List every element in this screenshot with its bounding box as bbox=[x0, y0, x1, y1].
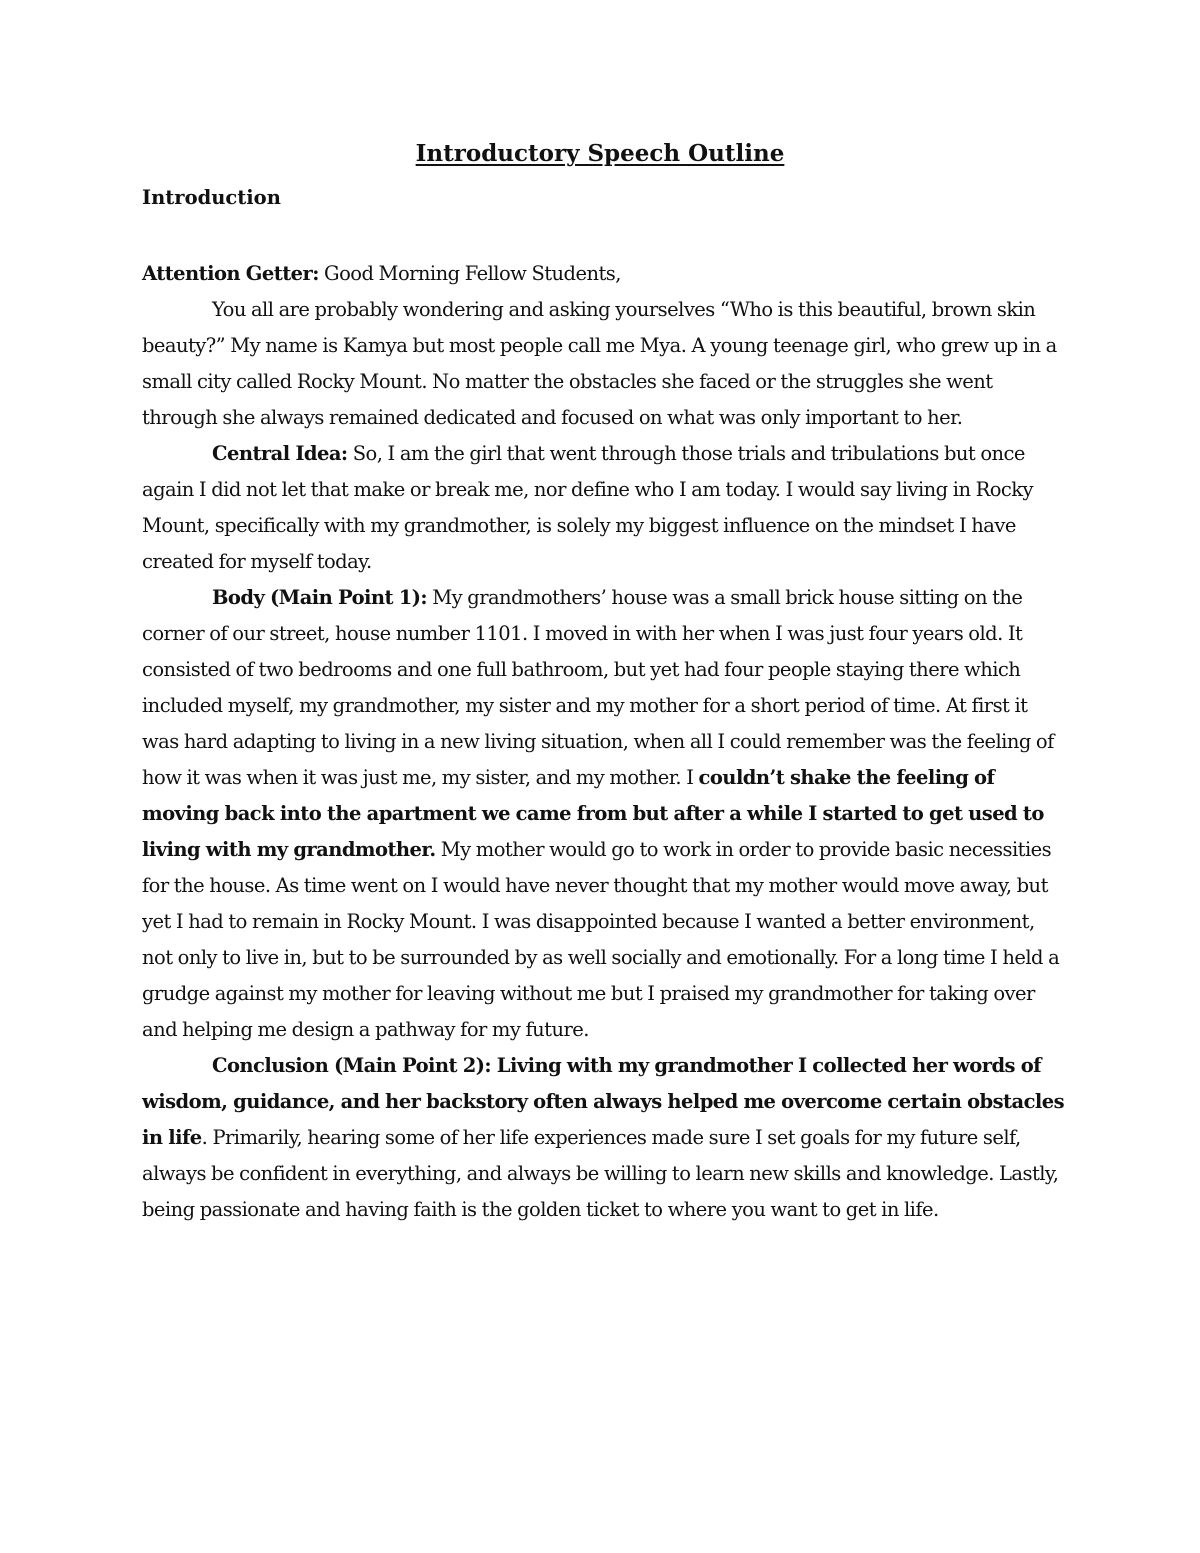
document-title: Introductory Speech Outline bbox=[415, 140, 785, 167]
main-point-1-text-continued: My mother would go to work in order to provide basic necessities for the house. As time went on I would have never thought that my mother would move away, but yet I had to remain in Rocky Mount. I was disappointed because I wanted a better environment, not only to live in, but to be surrounded by as well socially and emotionally. For a long time I held a grudge against my mother for leaving without me but I praised my grandmother for taking over and helping me design a pathway for my future. bbox=[142, 838, 1060, 1041]
attention-getter-paragraph: You all are probably wondering and asking yourselves “Who is this beautiful, brown skin beauty?” My name is Kamya but most people call me Mya. A young teenage girl, who grew up in a small city called Rocky Mount. No matter the obstacles she faced or the struggles she went through she always remained dedicated and focused on what was only important to her. bbox=[142, 298, 1057, 429]
attention-getter-greeting: Good Morning Fellow Students, bbox=[318, 262, 621, 285]
attention-getter-label: Attention Getter: bbox=[142, 262, 319, 285]
outline-body bbox=[142, 256, 1067, 1228]
central-idea-text: So, I am the girl that went through those trials and tribulations but once again I did not let that make or break me, nor define who I am today. I would say living in Rocky Mount, specifically with my grandmother, is solely my biggest influence on the mindset I have created for myself today. bbox=[142, 442, 1034, 573]
main-point-2-bold-text: Living with my grandmother I collected her words of wisdom, guidance, and her backstory often always helped me overcome certain obstacles in life bbox=[142, 1054, 1065, 1149]
main-point-2-label: Conclusion (Main Point 2): bbox=[212, 1054, 492, 1077]
main-point-1-paragraph bbox=[142, 580, 1067, 1048]
main-point-1-text: My grandmothers’ house was a small brick house sitting on the corner of our street, house number 1101. I moved in with her when I was just four years old. It consisted of two bedrooms and one full bathroom, but yet had four people staying there which included myself, my grandmother, my sister and my mother for a short period of time. At first it was hard adapting to living in a new living situation, when all I could remember was the feeling of how it was when it was just me, my sister, and my mother. I bbox=[142, 586, 1054, 789]
central-idea-label: Central Idea: bbox=[212, 442, 348, 465]
main-point-1-bold-text: couldn’t shake the feeling of moving back into the apartment we came from but after a while I started to get used to living with my grandmother. bbox=[142, 766, 1044, 861]
section-heading-introduction: Introduction bbox=[142, 186, 281, 209]
attention-getter-line bbox=[142, 256, 1067, 292]
main-point-1-label: Body (Main Point 1): bbox=[212, 586, 428, 609]
main-point-2-text: . Primarily, hearing some of her life experiences made sure I set goals for my future self, always be confident in everything, and always be willing to learn new skills and knowledge. Lastly, being passionate and having faith is the golden ticket to where you want to get in life. bbox=[142, 1126, 1059, 1221]
central-idea-paragraph bbox=[142, 436, 1067, 580]
main-point-2-paragraph bbox=[142, 1048, 1067, 1228]
